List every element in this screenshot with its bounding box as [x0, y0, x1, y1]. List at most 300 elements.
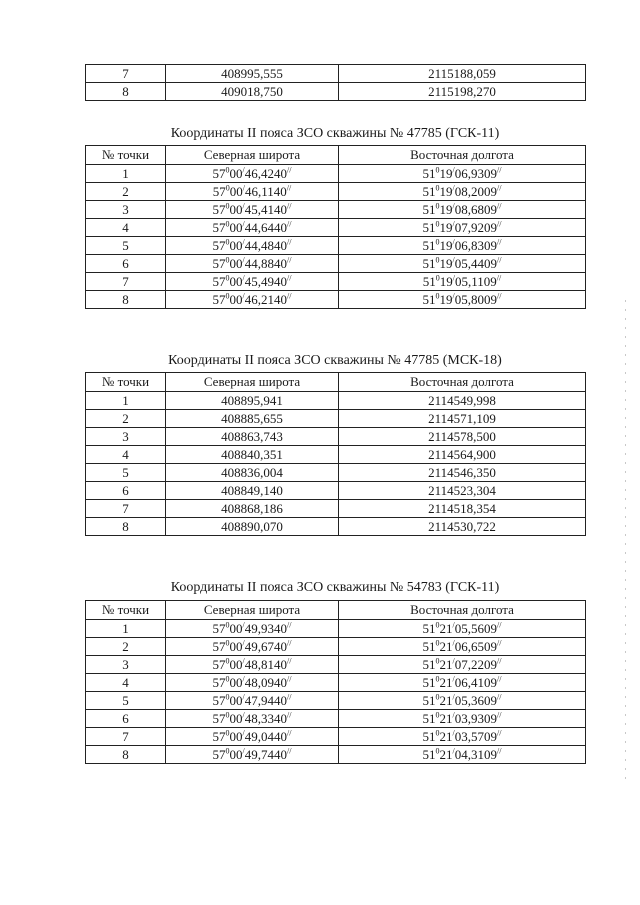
degrees: 51	[422, 184, 436, 199]
second-symbol: //	[497, 237, 502, 247]
east-coordinate-cell: 2114578,500	[339, 428, 586, 446]
minutes: 19	[439, 202, 453, 217]
degrees: 51	[422, 238, 436, 253]
point-number-cell: 1	[86, 165, 166, 183]
point-number-cell: 7	[86, 500, 166, 518]
east-coordinate-cell: 2115188,059	[339, 65, 586, 83]
minute-symbol: /	[242, 165, 245, 175]
minutes: 00	[229, 166, 243, 181]
degrees: 51	[422, 657, 436, 672]
table-row	[86, 464, 586, 482]
minute-symbol: /	[452, 237, 455, 247]
minutes: 21	[439, 657, 453, 672]
east-coordinate-cell: 2114518,354	[339, 500, 586, 518]
north-latitude-cell	[166, 692, 339, 710]
minutes: 21	[439, 621, 453, 636]
second-symbol: //	[287, 746, 292, 756]
second-symbol: //	[287, 692, 292, 702]
degrees: 57	[212, 202, 226, 217]
east-longitude-cell	[339, 165, 586, 183]
degree-symbol: 0	[225, 291, 230, 301]
north-latitude-cell	[166, 183, 339, 201]
degrees: 51	[422, 639, 436, 654]
minutes: 19	[439, 166, 453, 181]
second-symbol: //	[287, 165, 292, 175]
seconds: 06,6509	[454, 639, 498, 654]
east-longitude-cell	[339, 255, 586, 273]
north-latitude-cell	[166, 638, 339, 656]
col-header-east-longitude: Восточная долгота	[339, 146, 586, 165]
minutes: 21	[439, 693, 453, 708]
second-symbol: //	[286, 183, 292, 193]
minute-symbol: /	[452, 255, 455, 265]
minute-symbol: /	[452, 165, 455, 175]
minutes: 21	[439, 711, 453, 726]
degrees: 51	[422, 274, 436, 289]
degrees: 51	[422, 256, 436, 271]
degree-symbol: 0	[435, 165, 440, 175]
seconds: 44,4840	[244, 238, 288, 253]
table3-body	[86, 620, 586, 764]
degrees: 51	[422, 747, 436, 762]
second-symbol: //	[287, 255, 292, 265]
table2-title: Координаты II пояса ЗСО скважины № 47785 (МСК-18)	[168, 353, 502, 368]
point-number-cell: 4	[86, 674, 166, 692]
degree-symbol: 0	[225, 692, 230, 702]
degrees: 57	[212, 711, 226, 726]
seconds: 49,9340	[244, 621, 288, 636]
minute-symbol: /	[452, 273, 455, 283]
seconds: 47,9440	[244, 693, 288, 708]
seconds: 46,2140	[244, 292, 288, 307]
second-symbol: //	[497, 255, 502, 265]
table-row	[86, 620, 586, 638]
second-symbol: //	[287, 273, 292, 283]
east-coordinate-cell: 2114564,900	[339, 446, 586, 464]
table-row	[86, 83, 586, 101]
seconds: 06,4109	[454, 675, 498, 690]
second-symbol: //	[287, 219, 292, 229]
seconds: 05,8009	[454, 292, 498, 307]
minutes: 19	[439, 220, 453, 235]
second-symbol: //	[287, 620, 292, 630]
second-symbol: //	[497, 620, 502, 630]
minute-symbol: /	[242, 710, 245, 720]
minute-symbol: /	[452, 746, 455, 756]
point-number-cell: 3	[86, 656, 166, 674]
minute-symbol: /	[452, 728, 455, 738]
seconds: 45,4140	[244, 202, 288, 217]
minutes: 19	[439, 274, 453, 289]
north-coordinate-cell: 408863,743	[166, 428, 339, 446]
north-latitude-cell	[166, 165, 339, 183]
seconds: 49,7440	[244, 747, 288, 762]
second-symbol: //	[287, 710, 292, 720]
minutes: 00	[229, 220, 243, 235]
second-symbol: //	[287, 656, 292, 666]
degree-symbol: 0	[225, 183, 230, 193]
north-coordinate-cell: 408890,070	[166, 518, 339, 536]
east-longitude-cell	[339, 728, 586, 746]
point-number-cell: 6	[86, 255, 166, 273]
degree-symbol: 0	[225, 237, 230, 247]
east-longitude-cell	[339, 692, 586, 710]
degree-symbol: 0	[435, 674, 440, 684]
minute-symbol: /	[452, 183, 455, 193]
degrees: 57	[212, 657, 226, 672]
minute-symbol: /	[452, 692, 455, 702]
minute-symbol: /	[242, 219, 245, 229]
minutes: 00	[229, 621, 243, 636]
seconds: 05,4409	[454, 256, 498, 271]
east-longitude-cell	[339, 674, 586, 692]
table-row	[86, 728, 586, 746]
point-number-cell: 8	[86, 291, 166, 309]
table1-gsk11-coordinates	[85, 145, 586, 309]
table3-gsk11-coordinates	[85, 600, 586, 764]
degree-symbol: 0	[225, 674, 230, 684]
degree-symbol: 0	[435, 183, 440, 193]
seconds: 49,6740	[244, 639, 288, 654]
top-table-body	[86, 65, 586, 101]
degree-symbol: 0	[225, 219, 230, 229]
seconds: 48,8140	[244, 657, 288, 672]
table3-header-row	[86, 601, 586, 620]
degrees: 57	[212, 729, 226, 744]
point-number-cell: 2	[86, 183, 166, 201]
degree-symbol: 0	[225, 620, 230, 630]
second-symbol: //	[497, 219, 502, 229]
degrees: 57	[212, 256, 226, 271]
minute-symbol: /	[452, 620, 455, 630]
minutes: 00	[229, 184, 243, 199]
table-row	[86, 446, 586, 464]
table-row	[86, 65, 586, 83]
second-symbol: //	[497, 638, 502, 648]
north-latitude-cell	[166, 728, 339, 746]
degrees: 51	[422, 202, 436, 217]
north-latitude-cell	[166, 620, 339, 638]
point-number-cell: 2	[86, 410, 166, 428]
seconds: 44,8840	[244, 256, 288, 271]
east-coordinate-cell: 2114523,304	[339, 482, 586, 500]
degrees: 51	[422, 621, 436, 636]
col-header-north-latitude: Северная широта	[166, 373, 339, 392]
col-header-north-latitude: Северная широта	[166, 146, 339, 165]
degree-symbol: 0	[435, 620, 440, 630]
point-number-cell: 3	[86, 201, 166, 219]
minute-symbol: /	[242, 638, 245, 648]
table-row	[86, 428, 586, 446]
minute-symbol: /	[242, 201, 245, 211]
minute-symbol: /	[242, 273, 245, 283]
minute-symbol: /	[242, 746, 245, 756]
second-symbol: //	[496, 273, 502, 283]
minute-symbol: /	[452, 219, 455, 229]
east-longitude-cell	[339, 201, 586, 219]
seconds: 05,5609	[454, 621, 498, 636]
east-coordinate-cell: 2114546,350	[339, 464, 586, 482]
second-symbol: //	[497, 183, 502, 193]
table-row	[86, 201, 586, 219]
seconds: 07,2209	[454, 657, 498, 672]
degree-symbol: 0	[435, 255, 440, 265]
col-header-point-number: № точки	[86, 373, 166, 392]
minutes: 00	[229, 657, 243, 672]
minute-symbol: /	[242, 255, 245, 265]
table-row	[86, 237, 586, 255]
minutes: 19	[439, 184, 453, 199]
minutes: 19	[439, 238, 453, 253]
degree-symbol: 0	[225, 728, 230, 738]
table1-title: Координаты II пояса ЗСО скважины № 47785 (ГСК-11)	[170, 126, 500, 141]
degrees: 51	[422, 292, 436, 307]
degree-symbol: 0	[225, 201, 230, 211]
degrees: 57	[212, 184, 226, 199]
point-number-cell: 4	[86, 219, 166, 237]
table2-header-row	[86, 373, 586, 392]
degrees: 57	[212, 238, 226, 253]
minute-symbol: /	[242, 674, 245, 684]
minutes: 00	[229, 292, 243, 307]
top-coordinates-table	[85, 64, 586, 101]
degree-symbol: 0	[225, 165, 230, 175]
north-latitude-cell	[166, 746, 339, 764]
minute-symbol: /	[242, 728, 245, 738]
second-symbol: //	[287, 674, 292, 684]
degrees: 51	[422, 675, 436, 690]
table-row	[86, 518, 586, 536]
seconds: 03,9309	[454, 711, 498, 726]
degrees: 57	[212, 274, 226, 289]
degree-symbol: 0	[435, 728, 440, 738]
degree-symbol: 0	[435, 656, 440, 666]
degrees: 57	[212, 639, 226, 654]
minutes: 00	[229, 711, 243, 726]
point-number-cell: 5	[86, 237, 166, 255]
second-symbol: //	[497, 674, 502, 684]
north-latitude-cell	[166, 255, 339, 273]
seconds: 46,4240	[244, 166, 288, 181]
degrees: 57	[212, 292, 226, 307]
minutes: 00	[229, 202, 243, 217]
degrees: 51	[422, 166, 436, 181]
second-symbol: //	[497, 692, 502, 702]
point-number-cell: 1	[86, 392, 166, 410]
minute-symbol: /	[242, 237, 245, 247]
table-row	[86, 183, 586, 201]
second-symbol: //	[497, 710, 502, 720]
minutes: 19	[439, 256, 453, 271]
col-header-point-number: № точки	[86, 146, 166, 165]
table-row	[86, 482, 586, 500]
east-coordinate-cell: 2115198,270	[339, 83, 586, 101]
minute-symbol: /	[452, 710, 455, 720]
col-header-point-number: № точки	[86, 601, 166, 620]
degree-symbol: 0	[435, 291, 440, 301]
east-longitude-cell	[339, 237, 586, 255]
table-row	[86, 219, 586, 237]
minutes: 00	[229, 274, 243, 289]
north-coordinate-cell: 408885,655	[166, 410, 339, 428]
minutes: 00	[229, 693, 243, 708]
seconds: 06,9309	[454, 166, 498, 181]
north-latitude-cell	[166, 291, 339, 309]
point-number-cell: 6	[86, 710, 166, 728]
degrees: 57	[212, 166, 226, 181]
degree-symbol: 0	[225, 746, 230, 756]
east-longitude-cell	[339, 183, 586, 201]
seconds: 45,4940	[244, 274, 288, 289]
point-number-cell: 6	[86, 482, 166, 500]
table-row	[86, 165, 586, 183]
minute-symbol: /	[452, 291, 455, 301]
north-coordinate-cell: 408836,004	[166, 464, 339, 482]
table-row	[86, 500, 586, 518]
degrees: 57	[212, 675, 226, 690]
north-coordinate-cell: 408849,140	[166, 482, 339, 500]
north-latitude-cell	[166, 273, 339, 291]
north-latitude-cell	[166, 674, 339, 692]
degrees: 51	[422, 693, 436, 708]
table-row	[86, 273, 586, 291]
second-symbol: //	[497, 746, 502, 756]
degree-symbol: 0	[435, 692, 440, 702]
minutes: 00	[229, 747, 243, 762]
degree-symbol: 0	[225, 656, 230, 666]
table-row	[86, 674, 586, 692]
north-latitude-cell	[166, 237, 339, 255]
minute-symbol: /	[452, 674, 455, 684]
seconds: 05,3609	[454, 693, 498, 708]
point-number-cell: 8	[86, 518, 166, 536]
degree-symbol: 0	[225, 638, 230, 648]
degrees: 57	[212, 220, 226, 235]
point-number-cell: 1	[86, 620, 166, 638]
east-coordinate-cell: 2114530,722	[339, 518, 586, 536]
minute-symbol: /	[242, 692, 245, 702]
degree-symbol: 0	[435, 273, 440, 283]
second-symbol: //	[497, 201, 502, 211]
east-coordinate-cell: 2114571,109	[339, 410, 586, 428]
point-number-cell: 4	[86, 446, 166, 464]
north-latitude-cell	[166, 656, 339, 674]
point-number-cell: 7	[86, 65, 166, 83]
second-symbol: //	[497, 728, 502, 738]
north-latitude-cell	[166, 710, 339, 728]
col-header-north-latitude: Северная широта	[166, 601, 339, 620]
point-number-cell: 2	[86, 638, 166, 656]
minutes: 00	[229, 238, 243, 253]
table-row	[86, 638, 586, 656]
minutes: 21	[439, 747, 453, 762]
minutes: 00	[229, 256, 243, 271]
seconds: 03,5709	[454, 729, 498, 744]
degree-symbol: 0	[435, 746, 440, 756]
table-row	[86, 656, 586, 674]
table-row	[86, 392, 586, 410]
minutes: 21	[439, 639, 453, 654]
seconds: 48,0940	[244, 675, 288, 690]
degrees: 51	[422, 220, 436, 235]
north-coordinate-cell: 409018,750	[166, 83, 339, 101]
seconds: 08,2009	[454, 184, 498, 199]
second-symbol: //	[287, 728, 292, 738]
east-longitude-cell	[339, 291, 586, 309]
minute-symbol: /	[452, 638, 455, 648]
degree-symbol: 0	[435, 638, 440, 648]
degree-symbol: 0	[225, 273, 230, 283]
degree-symbol: 0	[435, 219, 440, 229]
point-number-cell: 3	[86, 428, 166, 446]
point-number-cell: 7	[86, 273, 166, 291]
table-row	[86, 410, 586, 428]
seconds: 08,6809	[454, 202, 498, 217]
east-longitude-cell	[339, 219, 586, 237]
north-coordinate-cell: 408995,555	[166, 65, 339, 83]
minute-symbol: /	[242, 656, 245, 666]
minute-symbol: /	[242, 291, 245, 301]
seconds: 07,9209	[454, 220, 498, 235]
table-row	[86, 291, 586, 309]
seconds: 46,1140	[245, 184, 287, 199]
seconds: 06,8309	[454, 238, 498, 253]
east-longitude-cell	[339, 710, 586, 728]
north-coordinate-cell: 408895,941	[166, 392, 339, 410]
minute-symbol: /	[242, 183, 245, 193]
second-symbol: //	[287, 638, 292, 648]
degree-symbol: 0	[225, 710, 230, 720]
table-row	[86, 710, 586, 728]
second-symbol: //	[287, 237, 292, 247]
col-header-east-longitude: Восточная долгота	[339, 601, 586, 620]
table-row	[86, 255, 586, 273]
east-coordinate-cell: 2114549,998	[339, 392, 586, 410]
minute-symbol: /	[452, 201, 455, 211]
north-latitude-cell	[166, 219, 339, 237]
east-longitude-cell	[339, 273, 586, 291]
second-symbol: //	[497, 291, 502, 301]
degrees: 57	[212, 621, 226, 636]
minutes: 21	[439, 675, 453, 690]
degrees: 57	[212, 747, 226, 762]
col-header-east-longitude: Восточная долгота	[339, 373, 586, 392]
seconds: 44,6440	[244, 220, 288, 235]
east-longitude-cell	[339, 638, 586, 656]
degree-symbol: 0	[435, 237, 440, 247]
point-number-cell: 8	[86, 746, 166, 764]
table2-msk18-coordinates	[85, 372, 586, 536]
minutes: 00	[229, 639, 243, 654]
table-row	[86, 746, 586, 764]
north-coordinate-cell: 408840,351	[166, 446, 339, 464]
seconds: 05,1109	[455, 274, 497, 289]
point-number-cell: 5	[86, 692, 166, 710]
degrees: 51	[422, 729, 436, 744]
minutes: 21	[439, 729, 453, 744]
second-symbol: //	[497, 165, 502, 175]
east-longitude-cell	[339, 746, 586, 764]
table3-title: Координаты II пояса ЗСО скважины № 54783 (ГСК-11)	[170, 580, 500, 595]
east-longitude-cell	[339, 620, 586, 638]
east-longitude-cell	[339, 656, 586, 674]
second-symbol: //	[287, 291, 292, 301]
table1-header-row	[86, 146, 586, 165]
minute-symbol: /	[452, 656, 455, 666]
table-row	[86, 692, 586, 710]
degree-symbol: 0	[225, 255, 230, 265]
degree-symbol: 0	[435, 201, 440, 211]
